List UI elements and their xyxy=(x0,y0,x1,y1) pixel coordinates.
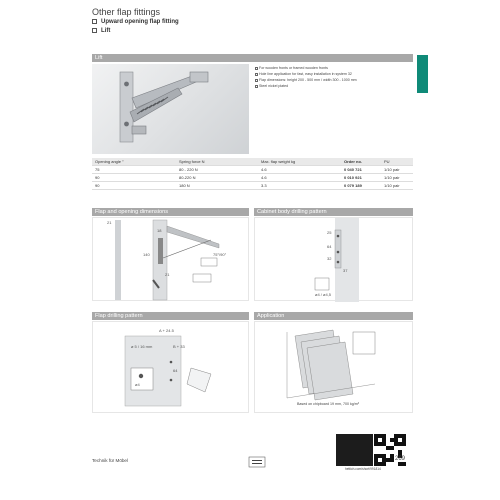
dim-cab-a: 25 xyxy=(327,230,332,235)
chapter-tab xyxy=(417,55,428,93)
dim-fp-label: ø4 xyxy=(135,382,140,387)
page-title: Other flap fittings xyxy=(92,7,161,17)
hettich-logo-icon xyxy=(248,455,266,467)
checkbox-icon xyxy=(255,79,258,82)
section-bar-cabinet-drilling: Cabinet body drilling pattern xyxy=(254,208,413,216)
dim-fp-b: B + 33 xyxy=(173,344,185,349)
table-cell: 0 010 921 xyxy=(344,175,362,180)
table-cell: 1/10 pair xyxy=(384,167,400,172)
header-line-1 xyxy=(92,19,179,25)
table-header-cell: Order no. xyxy=(344,159,363,164)
table-cell: 1/10 pair xyxy=(384,175,400,180)
dim-cab-c: 32 xyxy=(327,256,332,261)
feature-1 xyxy=(255,66,328,70)
checkbox-icon xyxy=(92,28,97,33)
feature-4 xyxy=(255,84,288,88)
dim-fp-a: A + 24.5 xyxy=(159,328,174,333)
table-header-cell: Max. flap weight kg xyxy=(261,159,296,164)
header-line-1-text: Upward opening flap fitting xyxy=(101,19,179,26)
table-cell: 75 xyxy=(95,167,100,172)
table-cell: 4.6 xyxy=(261,167,267,172)
flap-opening-drawing xyxy=(92,217,249,301)
section-bar-flap-opening: Flap and opening dimensions xyxy=(92,208,249,216)
checkbox-icon xyxy=(255,85,258,88)
footer-left-text: Technik für Möbel xyxy=(92,458,129,463)
dim-cab-b: 64 xyxy=(327,244,332,249)
table-cell: 0 079 189 xyxy=(344,183,362,188)
table-cell: 4.6 xyxy=(261,175,267,180)
table-cell: 180 N xyxy=(179,183,190,188)
feature-3-text: Flap dimensions: height 200 - 500 mm / width 300 - 1000 mm xyxy=(259,78,357,82)
order-table xyxy=(92,158,413,190)
cabinet-drilling-drawing xyxy=(254,217,413,301)
table-cell: 90 xyxy=(95,183,100,188)
header-line-2 xyxy=(92,28,110,34)
dim-flap-angle: 75°/90° xyxy=(213,252,227,257)
checkbox-icon xyxy=(255,73,258,76)
header-line-2-text: Lift xyxy=(101,28,111,35)
feature-2 xyxy=(255,72,352,76)
table-row xyxy=(92,182,413,190)
dim-cab-d: 37 xyxy=(343,268,348,273)
table-header-row xyxy=(92,158,413,166)
dim-flap-top: 21 xyxy=(107,220,112,225)
feature-3 xyxy=(255,78,357,82)
section-bar-lift: Lift xyxy=(92,54,413,62)
application-chart xyxy=(254,321,413,413)
application-caption: Based on chipboard 19 mm, 700 kg/m³ xyxy=(297,402,359,406)
table-row xyxy=(92,174,413,182)
feature-4-text: Steel nickel plated xyxy=(259,84,289,88)
qr-url: hettich.com/short/991814 xyxy=(345,467,381,471)
table-cell: 80 - 220 N xyxy=(179,167,198,172)
section-bar-flap-drilling: Flap drilling pattern xyxy=(92,312,249,320)
table-cell: 90 xyxy=(95,175,100,180)
table-cell: 0 040 721 xyxy=(344,167,362,172)
feature-2-text: Hole line application for fast, easy installation in system 32 xyxy=(259,72,352,76)
section-bar-application: Application xyxy=(254,312,413,320)
checkbox-icon xyxy=(255,67,258,70)
fitting-photo xyxy=(92,64,249,154)
checkbox-icon xyxy=(92,19,97,24)
table-cell: 80-220 N xyxy=(179,175,196,180)
flap-drilling-drawing xyxy=(92,321,249,413)
dim-fp-c: 64 xyxy=(173,368,178,373)
page-number: 269 xyxy=(395,456,406,462)
table-cell: 3.3 xyxy=(261,183,267,188)
table-row xyxy=(92,166,413,174)
dim-flap-bottom: 21 xyxy=(165,272,170,277)
black-image xyxy=(336,434,373,466)
dim-flap-side: 140 xyxy=(143,252,150,257)
feature-1-text: For wooden fronts or framed wooden fronts xyxy=(259,66,328,70)
table-header-cell: Opening angle ° xyxy=(95,159,124,164)
table-header-cell: Spring force N xyxy=(179,159,205,164)
table-header-cell: PU xyxy=(384,159,390,164)
table-cell: 1/10 pair xyxy=(384,183,400,188)
dim-flap-mid: 18 xyxy=(157,228,162,233)
dim-fp-dia: ø 5 / 16 mm xyxy=(131,344,153,349)
dim-cab-label: ø4 / ø4,5 xyxy=(315,292,332,297)
